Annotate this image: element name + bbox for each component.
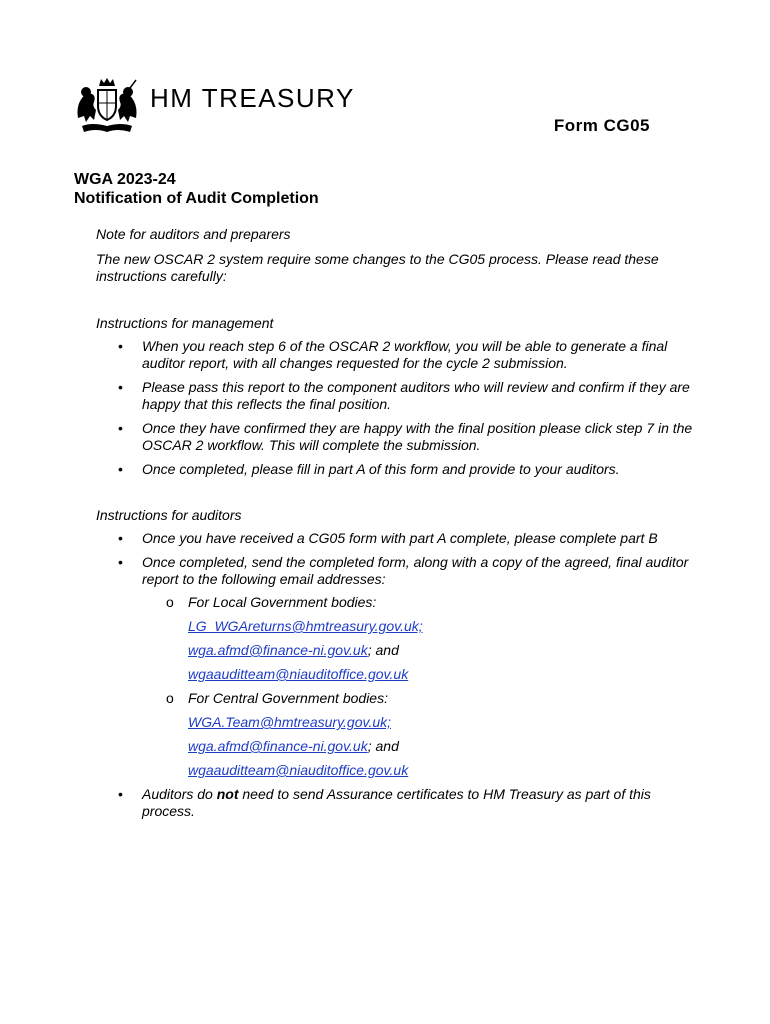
document-title [74,170,319,208]
hm-treasury-logo [72,76,355,136]
note-text: The new OSCAR 2 system require some changes to the CG05 process. Please read these instructions carefully: [96,251,659,284]
list-item: • Once they have confirmed they are happy with the final position please click step 7 in the OSCAR 2 workflow. This will complete the submission. [96,420,706,454]
management-heading: Instructions for management [96,315,274,331]
local-email-2-link[interactable]: wga.afmd@finance-ni.gov.uk [188,642,368,658]
central-government-label: o For Central Government bodies: [142,690,706,707]
send-instructions: Once completed, send the completed form, along with a copy of the agreed, final auditor report to the following email addresses: [142,554,689,587]
management-list [96,338,706,478]
central-email-1-link[interactable]: WGA.Team@hmtreasury.gov.uk; [188,714,392,730]
assurance-text-bold: not [216,786,239,802]
list-item: • Once completed, please fill in part A of this form and provide to your auditors. [96,461,706,478]
list-item [96,786,706,820]
list-item [96,554,706,779]
local-email-1-link[interactable]: LG_WGAreturns@hmtreasury.gov.uk; [188,618,423,634]
local-email-3-link[interactable]: wgaauditteam@niauditoffice.gov.uk [188,666,409,682]
title-line-2: Notification of Audit Completion [74,190,319,207]
list-item: • Once you have received a CG05 form with part A complete, please complete part B [96,530,706,547]
local-government-label: o For Local Government bodies: [142,594,706,611]
local-government-group [142,594,706,683]
list-item: • Please pass this report to the component auditors who will review and confirm if they are happy that this reflects the final position. [96,379,706,413]
email-suffix: ; and [367,642,399,658]
central-government-group [142,690,706,779]
note-heading: Note for auditors and preparers [96,226,291,242]
auditors-list [96,530,706,820]
list-item: • When you reach step 6 of the OSCAR 2 workflow, you will be able to generate a final auditor report, with all changes requested for the cycle 2 submission. [96,338,706,372]
assurance-text-pre: Auditors do [142,786,217,802]
org-name: HM TREASURY [150,82,355,113]
email-suffix: ; and [367,738,399,754]
assurance-text-post: need to send Assurance certificates to HM Treasury as part of this process. [142,786,651,819]
auditors-heading: Instructions for auditors [96,507,242,523]
form-code: Form CG05 [553,116,650,135]
central-email-3-link[interactable]: wgaauditteam@niauditoffice.gov.uk [188,762,409,778]
title-line-1: WGA 2023-24 [74,171,176,188]
instructions-body [96,226,706,827]
royal-crest-icon [72,76,142,136]
central-email-2-link[interactable]: wga.afmd@finance-ni.gov.uk [188,738,368,754]
